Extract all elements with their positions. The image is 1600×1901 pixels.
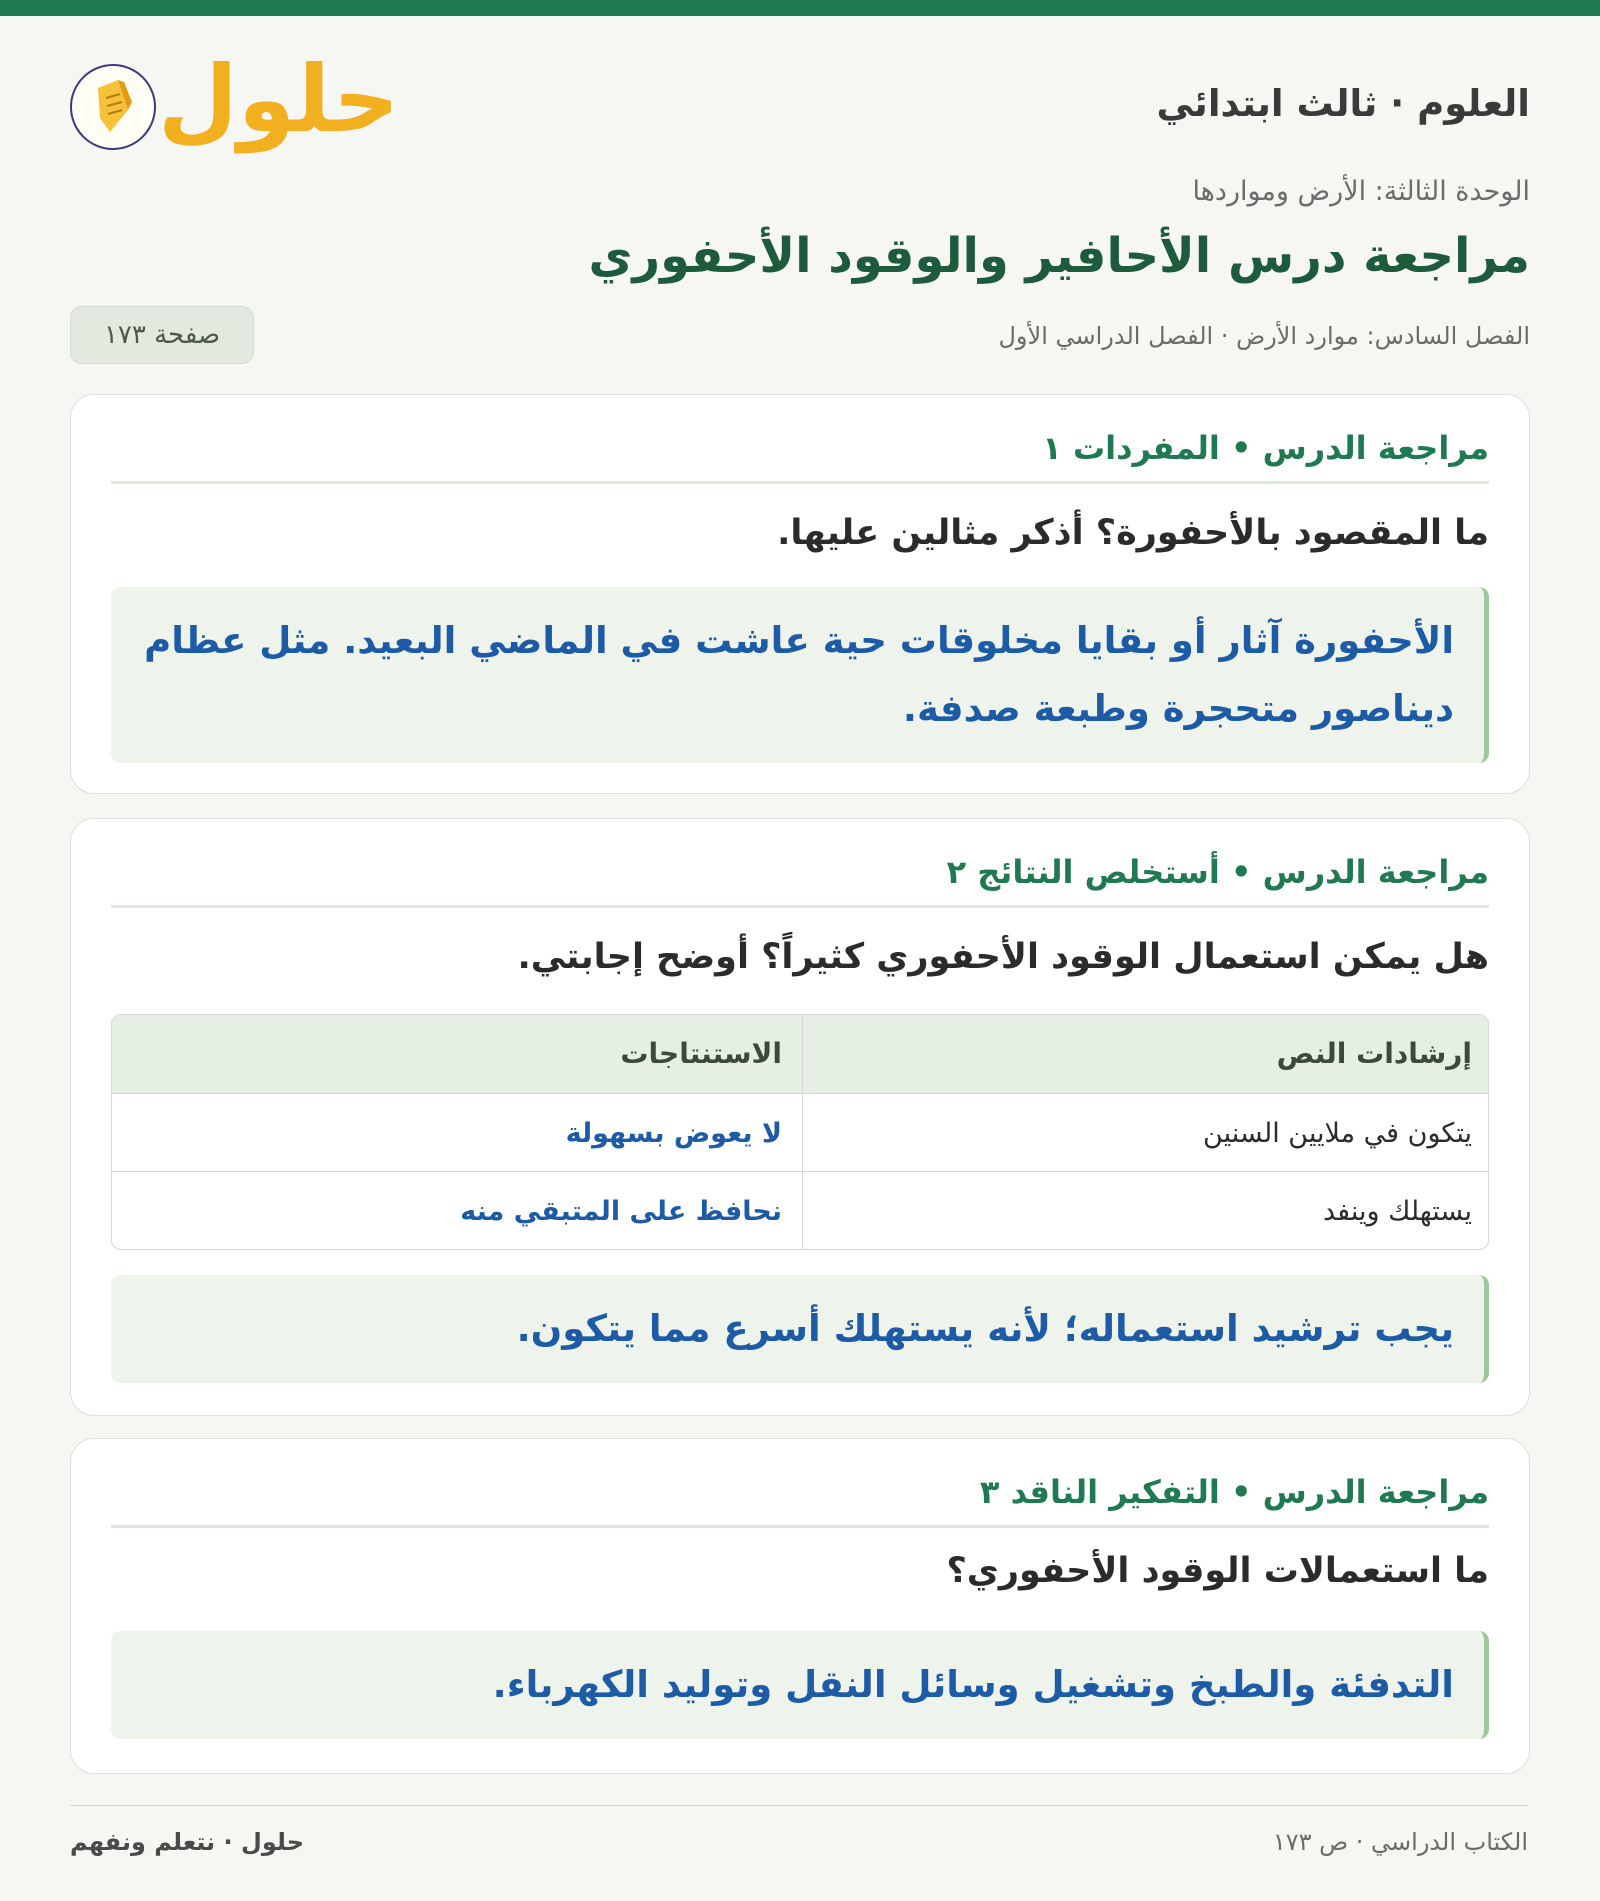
table-row — [112, 1093, 1488, 1172]
card-title: مراجعة الدرس • أستخلص النتائج ٢ — [946, 853, 1489, 891]
page-number-badge: صفحة ١٧٣ — [70, 306, 254, 364]
footer-book-reference: الكتاب الدراسي · ص ١٧٣ — [1272, 1828, 1528, 1856]
review-card-vocabulary — [70, 394, 1530, 794]
card-header — [111, 847, 1489, 908]
table-header-cell: الاستنتاجات — [620, 1037, 782, 1070]
footer-divider — [70, 1805, 1528, 1806]
answer-box: التدفئة والطبخ وتشغيل وسائل النقل وتوليد الكهرباء. — [111, 1631, 1489, 1739]
review-card-conclusions — [70, 818, 1530, 1416]
question-text: هل يمكن استعمال الوقود الأحفوري كثيراً؟ أوضح إجابتي. — [517, 937, 1489, 977]
chapter-subtitle: الفصل السادس: موارد الأرض · الفصل الدراسي الأول — [998, 322, 1530, 350]
book-icon — [70, 64, 156, 150]
hulul-logo — [70, 46, 400, 166]
top-accent-bar — [0, 0, 1600, 16]
table-cell: يستهلك وينفد — [1322, 1196, 1472, 1227]
page-header — [70, 16, 1530, 376]
card-title: مراجعة الدرس • المفردات ١ — [1042, 429, 1489, 467]
table-cell: يتكون في ملايين السنين — [1203, 1118, 1472, 1149]
answer-box: يجب ترشيد استعماله؛ لأنه يستهلك أسرع مما يتكون. — [111, 1275, 1489, 1383]
question-text: ما المقصود بالأحفورة؟ أذكر مثالين عليها. — [777, 513, 1489, 553]
card-header — [111, 1467, 1489, 1528]
table-cell: لا يعوض بسهولة — [565, 1118, 782, 1149]
table-column-divider — [802, 1015, 803, 1249]
card-header — [111, 423, 1489, 484]
review-card-critical-thinking — [70, 1438, 1530, 1774]
logo-wordmark: حلول — [158, 46, 400, 153]
table-row — [112, 1171, 1488, 1250]
footer-brand: حلول · نتعلم ونفهم — [70, 1828, 304, 1856]
question-text: ما استعمالات الوقود الأحفوري؟ — [946, 1551, 1489, 1591]
lesson-title: مراجعة درس الأحافير والوقود الأحفوري — [588, 228, 1530, 284]
table-header-cell: إرشادات النص — [1276, 1037, 1472, 1070]
table-cell: نحافظ على المتبقي منه — [460, 1196, 782, 1227]
card-title: مراجعة الدرس • التفكير الناقد ٣ — [979, 1473, 1489, 1511]
clues-conclusions-table — [111, 1014, 1489, 1250]
answer-box: الأحفورة آثار أو بقايا مخلوقات حية عاشت في الماضي البعيد. مثل عظام ديناصور متحجرة وطبعة صدفة. — [111, 587, 1489, 763]
unit-title: الوحدة الثالثة: الأرض ومواردها — [1192, 176, 1530, 207]
table-header-row — [112, 1015, 1488, 1093]
subject-title: العلوم · ثالث ابتدائي — [1156, 82, 1530, 125]
